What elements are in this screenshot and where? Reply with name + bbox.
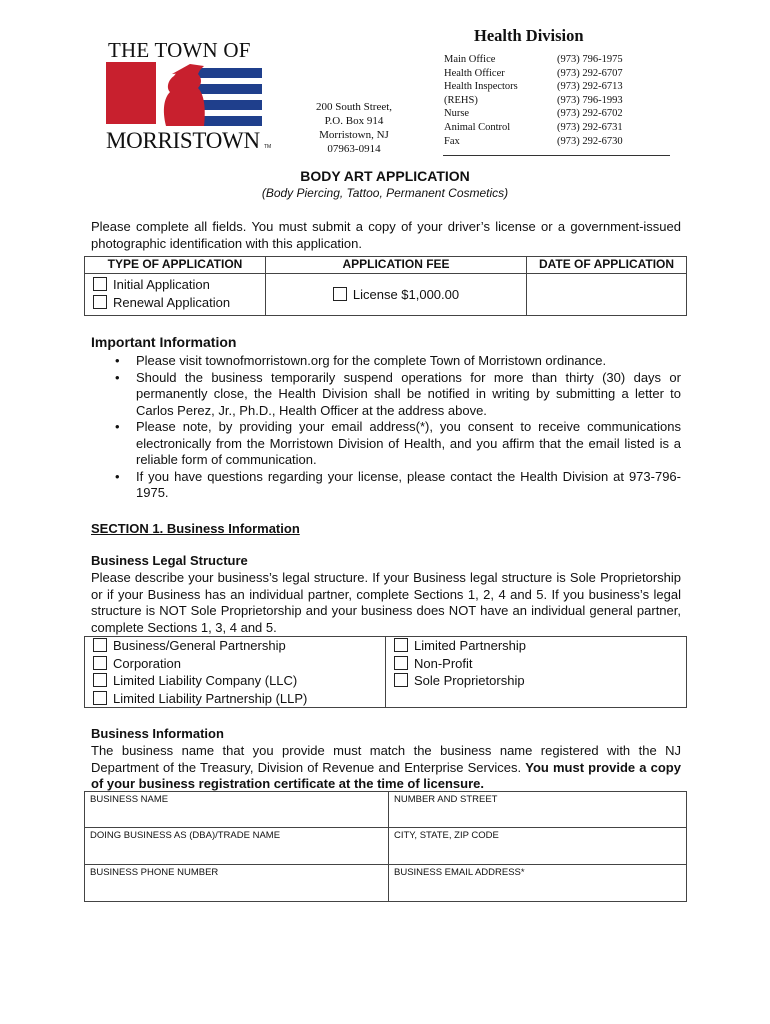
- contact-label: Nurse: [444, 108, 470, 120]
- structure-right-cell: [386, 637, 687, 708]
- field-label: BUSINESS NAME: [90, 794, 169, 805]
- contact-row: [444, 121, 623, 135]
- address-line: 07963-0914: [327, 143, 381, 155]
- town-logo: [106, 40, 272, 156]
- renewal-checkbox[interactable]: [93, 295, 107, 309]
- structure-option[interactable]: [85, 655, 385, 673]
- structure-option[interactable]: [386, 655, 686, 673]
- contact-label: Health Officer: [444, 67, 505, 79]
- address-line: Morristown, NJ: [319, 129, 389, 141]
- header-divider: [443, 155, 670, 156]
- renewal-label: Renewal Application: [113, 294, 231, 310]
- contact-row: [444, 53, 623, 67]
- col-header-date: DATE OF APPLICATION: [527, 257, 687, 274]
- field-label: BUSINESS PHONE NUMBER: [90, 867, 219, 878]
- contact-label: Animal Control: [444, 121, 511, 133]
- contact-row: [444, 94, 623, 108]
- fee-cell: [266, 274, 527, 316]
- contact-row: [444, 107, 623, 121]
- list-item: [91, 353, 681, 370]
- structure-checkbox[interactable]: [93, 656, 107, 670]
- contact-phone: (973) 292-6731: [557, 121, 623, 133]
- bullet-text: If you have questions regarding your license, please contact the Health Division at 973-796-1975.: [136, 468, 681, 500]
- legal-structure-table: [84, 636, 687, 708]
- structure-label: Corporation: [113, 655, 181, 671]
- section-1-heading: SECTION 1. Business Information: [91, 521, 300, 536]
- bullet: •: [115, 468, 120, 484]
- number-and-street-field[interactable]: [389, 792, 687, 828]
- contact-phone: (973) 292-6702: [557, 108, 623, 120]
- structure-checkbox[interactable]: [93, 691, 107, 705]
- field-label: DOING BUSINESS AS (DBA)/TRADE NAME: [90, 830, 281, 841]
- contact-phone: (973) 292-6713: [557, 81, 623, 93]
- renewal-application-option[interactable]: [85, 294, 265, 312]
- col-header-type: TYPE OF APPLICATION: [85, 257, 266, 274]
- date-of-application-field[interactable]: [527, 274, 687, 316]
- contact-phone: (973) 292-6730: [557, 135, 623, 147]
- bullet: •: [115, 419, 120, 434]
- contact-row: [444, 80, 623, 94]
- bullet-text: Should the business temporarily suspend operations for more than thirty (30) days or permanently close, the Health Division shall be notified in writing by submitting a letter to Carlos Perez, Jr., Ph.D., Health Officer at the address above.: [136, 369, 681, 418]
- form-subtitle: (Body Piercing, Tattoo, Permanent Cosmetics): [261, 186, 509, 200]
- important-info-list: [91, 353, 681, 502]
- structure-option[interactable]: [386, 672, 686, 690]
- initial-label: Initial Application: [113, 277, 210, 292]
- structure-option[interactable]: [386, 637, 686, 655]
- bullet: •: [115, 353, 120, 368]
- logo-line-1: THE TOWN OF: [108, 38, 251, 62]
- city-state-zip-field[interactable]: [389, 828, 687, 865]
- initial-checkbox[interactable]: [93, 277, 107, 291]
- structure-label: Limited Liability Partnership (LLP): [113, 690, 308, 706]
- logo-flag-graphic: [106, 60, 266, 128]
- logo-line-2: MORRISTOWN: [106, 128, 260, 153]
- contact-row: [444, 67, 623, 81]
- structure-option[interactable]: [85, 672, 385, 690]
- legal-structure-heading: Business Legal Structure: [91, 553, 248, 568]
- structure-checkbox[interactable]: [93, 638, 107, 652]
- structure-option[interactable]: [85, 690, 385, 708]
- bullet-text: Please visit townofmorristown.org for the complete Town of Morristown ordinance.: [136, 353, 607, 368]
- business-info-table: [84, 791, 687, 902]
- field-label: CITY, STATE, ZIP CODE: [394, 830, 499, 841]
- structure-option[interactable]: [85, 637, 385, 655]
- dba-trade-name-field[interactable]: [85, 828, 389, 865]
- business-name-field[interactable]: [85, 792, 389, 828]
- business-info-heading: Business Information: [91, 726, 224, 741]
- initial-application-option[interactable]: [85, 276, 265, 294]
- contact-row: [444, 135, 623, 149]
- mailing-address: [306, 100, 402, 156]
- application-type-cell: [85, 274, 266, 316]
- structure-label: Limited Partnership: [414, 638, 526, 653]
- application-type-table: [84, 256, 687, 316]
- contact-phone: (973) 796-1975: [557, 54, 623, 65]
- license-fee-checkbox[interactable]: [333, 287, 347, 301]
- structure-label: Limited Liability Company (LLC): [113, 673, 298, 688]
- business-info-body: The business name that you provide must match the business name registered with the NJ Department of the Treasury, Division of Revenue and Enterprise Services.: [91, 743, 681, 775]
- list-item: [91, 469, 681, 502]
- address-line: 200 South Street,: [315, 101, 393, 113]
- contact-label: (REHS): [444, 94, 478, 106]
- business-info-requirement: You must provide a copy of your business registration certificate at the time of licensure.: [91, 759, 681, 791]
- business-phone-field[interactable]: [85, 865, 389, 902]
- bullet-text: Please note, by providing your email address(*), you consent to receive communications electronically from the Morristown Division of Health, and you affirm that the email listed is a reliable form of communication.: [136, 419, 681, 467]
- license-fee-label: License $1,000.00: [352, 287, 460, 302]
- contact-phone: (973) 292-6707: [557, 67, 623, 79]
- contact-phone: (973) 796-1993: [557, 94, 623, 106]
- contact-list: [444, 53, 623, 148]
- field-label: NUMBER AND STREET: [394, 794, 498, 805]
- address-line: P.O. Box 914: [324, 115, 384, 127]
- business-email-field[interactable]: [389, 865, 687, 902]
- structure-checkbox[interactable]: [93, 673, 107, 687]
- legal-structure-text: Please describe your business’s legal structure. If your Business legal structure is Sole Proprietorship or if your Business has an individual partner, complete Sections 1, 2, 4 and 5. If you business’s legal structure is NOT Sole Proprietorship and your business does NOT have an individual general partner, complete Sections 1, 3, 4 and 5.: [91, 570, 681, 635]
- form-title: BODY ART APPLICATION: [300, 168, 470, 184]
- col-header-fee: APPLICATION FEE: [266, 257, 527, 274]
- structure-label: Sole Proprietorship: [414, 673, 525, 688]
- business-info-text: [91, 743, 681, 793]
- bullet: •: [115, 369, 120, 385]
- logo-trademark: TM: [264, 144, 272, 150]
- important-info-heading: Important Information: [91, 334, 237, 350]
- division-title: Health Division: [474, 26, 584, 45]
- list-item: [91, 419, 681, 469]
- contact-label: Fax: [444, 135, 460, 147]
- contact-label: Health Inspectors: [444, 81, 518, 93]
- structure-checkbox[interactable]: [394, 673, 408, 687]
- structure-label: Business/General Partnership: [113, 638, 286, 653]
- list-item: [91, 370, 681, 420]
- intro-text: Please complete all fields. You must submit a copy of your driver’s license or a government-issued photographic identification with this application.: [91, 219, 681, 251]
- structure-checkbox[interactable]: [394, 656, 408, 670]
- structure-checkbox[interactable]: [394, 638, 408, 652]
- contact-label: Main Office: [444, 54, 496, 65]
- field-label: BUSINESS EMAIL ADDRESS*: [394, 867, 525, 878]
- structure-label: Non-Profit: [414, 655, 473, 671]
- structure-left-cell: [85, 637, 386, 708]
